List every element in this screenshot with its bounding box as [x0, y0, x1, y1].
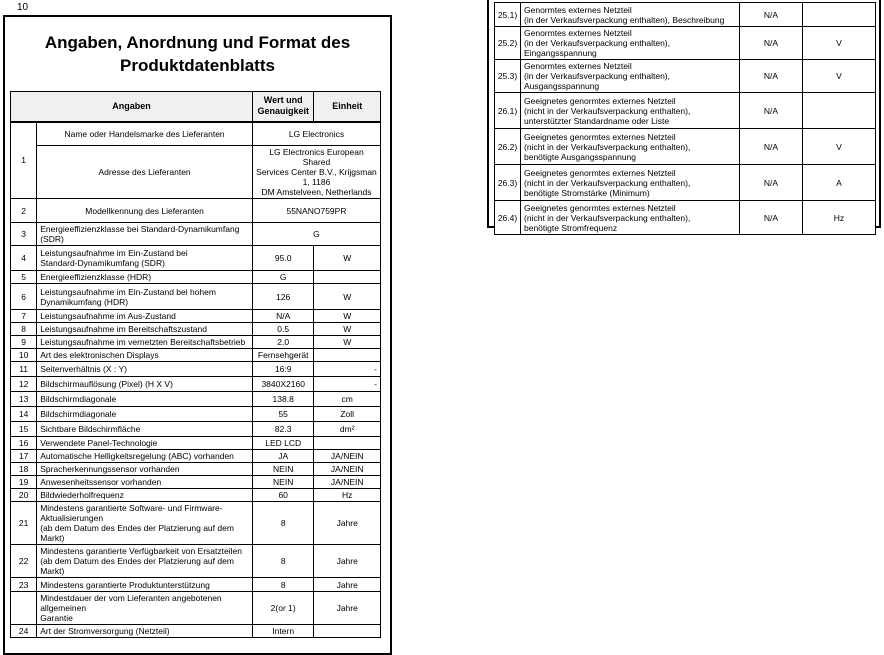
attribute-label-cell: Mindestdauer der vom Lieferanten angebotenen allgemeinen Garantie	[37, 592, 253, 625]
unit-cell: JA/NEIN	[314, 450, 381, 463]
table-row	[495, 60, 876, 93]
unit-cell	[314, 625, 381, 638]
table-row	[495, 201, 876, 235]
table-row	[11, 199, 381, 223]
column-header-angaben: Angaben	[11, 92, 253, 122]
value-cell: N/A	[740, 27, 803, 60]
unit-cell	[803, 93, 876, 129]
table-row	[11, 362, 381, 377]
table-row	[11, 271, 381, 284]
row-number-cell: 2	[11, 199, 37, 223]
table-row	[11, 463, 381, 476]
row-number-cell: 5	[11, 271, 37, 284]
attribute-label-cell: Art des elektronischen Displays	[37, 349, 253, 362]
attribute-label-cell: Energieeffizienzklasse (HDR)	[37, 271, 253, 284]
value-cell: N/A	[740, 129, 803, 165]
value-cell: N/A	[740, 93, 803, 129]
row-number-cell: 26.1)	[495, 93, 521, 129]
value-cell: 8	[252, 502, 313, 545]
attribute-label-cell: Geeignetes genormtes externes Netzteil (nicht in der Verkaufsverpackung enthalten), benötigte Stromfrequenz	[521, 201, 740, 235]
attribute-label-cell: Leistungsaufnahme im Ein-Zustand bei Standard-Dynamikumfang (SDR)	[37, 246, 253, 271]
attribute-label-cell: Geeignetes genormtes externes Netzteil (nicht in der Verkaufsverpackung enthalten), benötigte Ausgangsspannung	[521, 129, 740, 165]
row-number-cell: 22	[11, 545, 37, 578]
unit-cell: Jahre	[314, 592, 381, 625]
row-number-cell: 23	[11, 578, 37, 592]
unit-cell: -	[314, 362, 381, 377]
table-row	[495, 27, 876, 60]
row-number-cell: 3	[11, 223, 37, 246]
value-cell: 95.0	[252, 246, 313, 271]
attribute-label-cell: Geeignetes genormtes externes Netzteil (nicht in der Verkaufsverpackung enthalten), unterstützter Standardname oder Liste	[521, 93, 740, 129]
column-header-einheit: Einheit	[314, 92, 381, 122]
attribute-label-cell: Anwesenheitssensor vorhanden	[37, 476, 253, 489]
table-row	[495, 165, 876, 201]
unit-cell: Hz	[314, 489, 381, 502]
value-cell: 2.0	[252, 336, 313, 349]
column-header-wert-und-genauigkeit: Wert und Genauigkeit	[252, 92, 313, 122]
value-cell: LG Electronics	[252, 122, 380, 146]
unit-cell	[314, 349, 381, 362]
row-number-cell: 11	[11, 362, 37, 377]
attribute-label-cell: Leistungsaufnahme im Bereitschaftszustand	[37, 323, 253, 336]
value-cell: N/A	[252, 310, 313, 323]
row-number-cell: 10	[11, 349, 37, 362]
value-cell: G	[252, 223, 380, 246]
attribute-label-cell: Genormtes externes Netzteil (in der Verkaufsverpackung enthalten), Eingangsspannung	[521, 27, 740, 60]
attribute-label-cell: Energieeffizienzklasse bei Standard-Dynamikumfang (SDR)	[37, 223, 253, 246]
value-cell: 82.3	[252, 422, 313, 437]
attribute-label-cell: Automatische Helligkeitsregelung (ABC) vorhanden	[37, 450, 253, 463]
unit-cell: W	[314, 284, 381, 310]
value-cell: N/A	[740, 3, 803, 27]
table-row	[11, 223, 381, 246]
attribute-label-cell: Leistungsaufnahme im Aus-Zustand	[37, 310, 253, 323]
table-row	[11, 625, 381, 638]
table-row	[11, 146, 381, 199]
attribute-label-cell: Leistungsaufnahme im Ein-Zustand bei hohem Dynamikumfang (HDR)	[37, 284, 253, 310]
row-number-cell: 4	[11, 246, 37, 271]
attribute-label-cell: Leistungsaufnahme im vernetzten Bereitschaftsbetrieb	[37, 336, 253, 349]
table-row	[11, 323, 381, 336]
table-row	[11, 336, 381, 349]
table-row	[495, 129, 876, 165]
table-row	[11, 310, 381, 323]
row-number-cell: 12	[11, 377, 37, 392]
attribute-label-cell: Modellkennung des Lieferanten	[37, 199, 253, 223]
table-header-row	[11, 92, 381, 122]
left-panel	[3, 15, 392, 655]
table-row	[11, 476, 381, 489]
value-cell: 0.5	[252, 323, 313, 336]
value-cell: 60	[252, 489, 313, 502]
unit-cell	[314, 271, 381, 284]
page-number: 10	[17, 2, 29, 13]
table-row	[11, 122, 381, 146]
attribute-label-cell: Bildwiederholfrequenz	[37, 489, 253, 502]
row-number-cell: 19	[11, 476, 37, 489]
value-cell: 55NANO759PR	[252, 199, 380, 223]
page-title	[5, 32, 390, 78]
attribute-label-cell: Mindestens garantierte Software- und Firmware-Aktualisierungen (ab dem Datum des Endes der Platzierung auf dem Markt)	[37, 502, 253, 545]
row-number-cell: 26.2)	[495, 129, 521, 165]
row-number-cell: 8	[11, 323, 37, 336]
attribute-label-cell: Adresse des Lieferanten	[37, 146, 253, 199]
row-number-cell: 13	[11, 392, 37, 407]
row-number-cell	[11, 592, 37, 625]
row-number-cell: 15	[11, 422, 37, 437]
page-title-line-2: Produktdatenblatts	[120, 55, 275, 75]
table-row	[11, 502, 381, 545]
unit-cell: W	[314, 310, 381, 323]
row-number-cell: 20	[11, 489, 37, 502]
table-row	[11, 422, 381, 437]
table-row	[11, 246, 381, 271]
external-power-supply-table	[494, 2, 876, 235]
value-cell: NEIN	[252, 463, 313, 476]
attribute-label-cell: Geeignetes genormtes externes Netzteil (nicht in der Verkaufsverpackung enthalten), benötigte Stromstärke (Minimum)	[521, 165, 740, 201]
unit-cell: Jahre	[314, 545, 381, 578]
unit-cell: Hz	[803, 201, 876, 235]
attribute-label-cell: Name oder Handelsmarke des Lieferanten	[37, 122, 253, 146]
unit-cell: dm²	[314, 422, 381, 437]
value-cell: NEIN	[252, 476, 313, 489]
table-row	[11, 392, 381, 407]
unit-cell: Jahre	[314, 578, 381, 592]
table-row	[11, 349, 381, 362]
row-number-cell: 24	[11, 625, 37, 638]
unit-cell: A	[803, 165, 876, 201]
table-row	[11, 377, 381, 392]
attribute-label-cell: Art der Stromversorgung (Netzteil)	[37, 625, 253, 638]
row-number-cell: 18	[11, 463, 37, 476]
product-datasheet-table	[10, 91, 381, 638]
value-cell: 2(or 1)	[252, 592, 313, 625]
value-cell: 126	[252, 284, 313, 310]
unit-cell: cm	[314, 392, 381, 407]
attribute-label-cell: Seitenverhältnis (X : Y)	[37, 362, 253, 377]
value-cell: 3840X2160	[252, 377, 313, 392]
table-row	[495, 3, 876, 27]
row-number-cell: 14	[11, 407, 37, 422]
table-row	[11, 578, 381, 592]
attribute-label-cell: Mindestens garantierte Produktunterstützung	[37, 578, 253, 592]
row-number-cell: 6	[11, 284, 37, 310]
unit-cell: W	[314, 336, 381, 349]
table-row	[11, 545, 381, 578]
value-cell: LED LCD	[252, 437, 313, 450]
attribute-label-cell: Spracherkennungssensor vorhanden	[37, 463, 253, 476]
value-cell: Fernsehgerät	[252, 349, 313, 362]
unit-cell: W	[314, 323, 381, 336]
value-cell: 8	[252, 545, 313, 578]
value-cell: N/A	[740, 165, 803, 201]
value-cell: 55	[252, 407, 313, 422]
value-cell: N/A	[740, 60, 803, 93]
row-number-cell: 9	[11, 336, 37, 349]
table-row	[11, 592, 381, 625]
row-number-cell: 25.1)	[495, 3, 521, 27]
unit-cell: Zoll	[314, 407, 381, 422]
right-panel	[487, 0, 881, 233]
table-row	[11, 450, 381, 463]
unit-cell: Jahre	[314, 502, 381, 545]
row-number-cell: 25.2)	[495, 27, 521, 60]
attribute-label-cell: Bildschirmauflösung (Pixel) (H X V)	[37, 377, 253, 392]
value-cell: G	[252, 271, 313, 284]
page-title-line-1: Angaben, Anordnung und Format des	[44, 33, 351, 52]
attribute-label-cell: Mindestens garantierte Verfügbarkeit von Ersatzteilen (ab dem Datum des Endes der Platzierung auf dem Markt)	[37, 545, 253, 578]
value-cell: LG Electronics European Shared Services Center B.V., Krijgsman 1, 1186 DM Amstelveen, Netherlands	[252, 146, 380, 199]
row-number-cell: 25.3)	[495, 60, 521, 93]
value-cell: JA	[252, 450, 313, 463]
table-row	[11, 284, 381, 310]
unit-cell: JA/NEIN	[314, 463, 381, 476]
unit-cell: JA/NEIN	[314, 476, 381, 489]
row-number-cell: 7	[11, 310, 37, 323]
attribute-label-cell: Sichtbare Bildschirmfläche	[37, 422, 253, 437]
value-cell: 16:9	[252, 362, 313, 377]
unit-cell	[803, 3, 876, 27]
unit-cell: -	[314, 377, 381, 392]
row-number-cell: 16	[11, 437, 37, 450]
value-cell: Intern	[252, 625, 313, 638]
value-cell: 8	[252, 578, 313, 592]
unit-cell: V	[803, 27, 876, 60]
attribute-label-cell: Bildschirmdiagonale	[37, 407, 253, 422]
unit-cell: W	[314, 246, 381, 271]
unit-cell: V	[803, 129, 876, 165]
value-cell: 138.8	[252, 392, 313, 407]
attribute-label-cell: Verwendete Panel-Technologie	[37, 437, 253, 450]
row-number-cell: 21	[11, 502, 37, 545]
table-row	[11, 489, 381, 502]
table-row	[11, 407, 381, 422]
attribute-label-cell: Genormtes externes Netzteil (in der Verkaufsverpackung enthalten), Beschreibung	[521, 3, 740, 27]
table-row	[11, 437, 381, 450]
row-number-cell: 17	[11, 450, 37, 463]
row-number-cell: 26.4)	[495, 201, 521, 235]
attribute-label-cell: Genormtes externes Netzteil (in der Verkaufsverpackung enthalten), Ausgangsspannung	[521, 60, 740, 93]
row-number-cell: 26.3)	[495, 165, 521, 201]
attribute-label-cell: Bildschirmdiagonale	[37, 392, 253, 407]
unit-cell: V	[803, 60, 876, 93]
table-row	[495, 93, 876, 129]
unit-cell	[314, 437, 381, 450]
value-cell: N/A	[740, 201, 803, 235]
row-number-cell: 1	[11, 122, 37, 199]
